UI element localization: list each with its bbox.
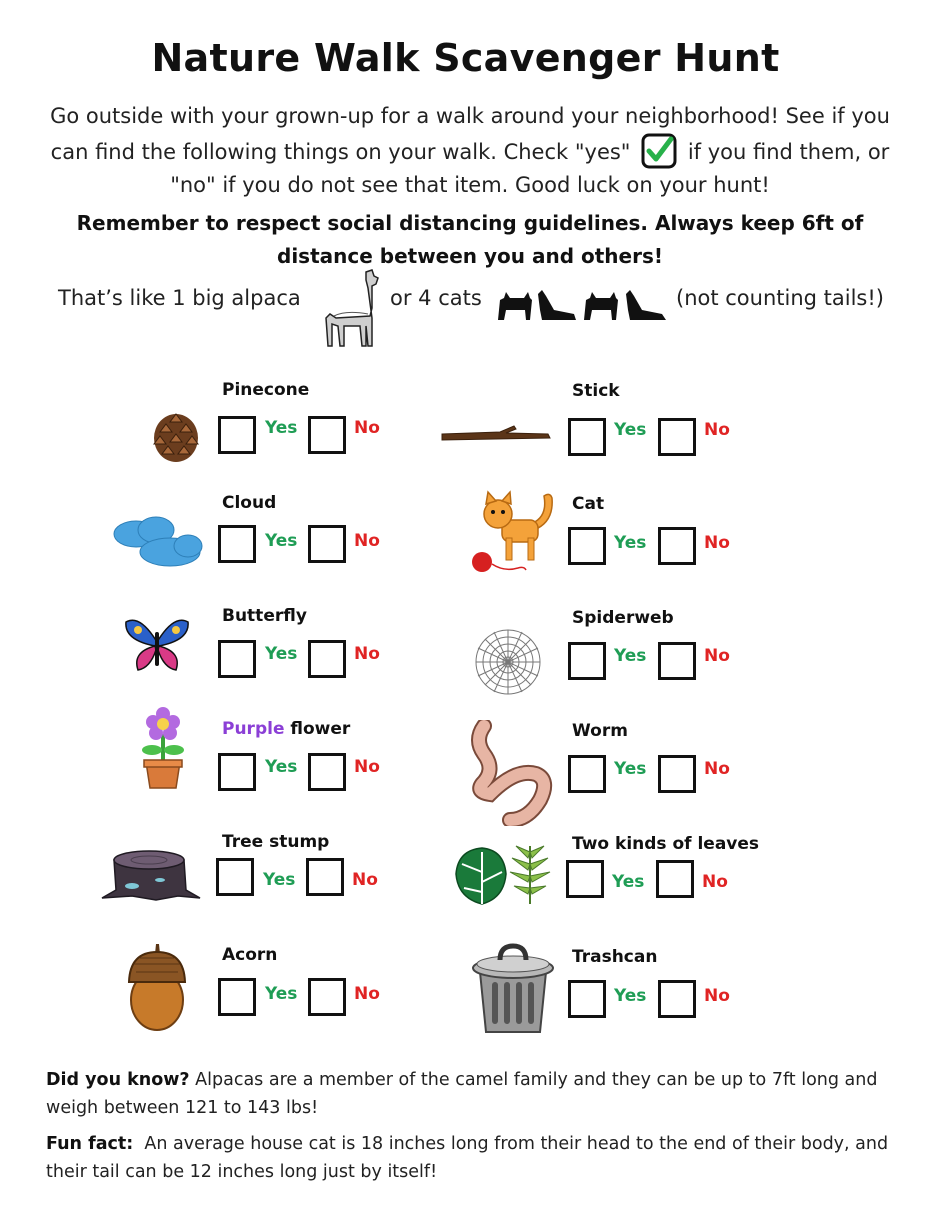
spiderweb-yes-checkbox[interactable] xyxy=(568,642,606,680)
fun-fact xyxy=(46,1130,896,1186)
alpaca-text: That’s like 1 big alpaca xyxy=(58,286,301,310)
distance-comparison xyxy=(0,280,931,350)
item-label-acorn: Acorn xyxy=(222,945,278,965)
no-label: No xyxy=(704,646,730,666)
flower-word: flower xyxy=(290,719,351,739)
no-label: No xyxy=(352,870,378,890)
item-label-tree-stump: Tree stump xyxy=(222,832,330,852)
no-label: No xyxy=(704,759,730,779)
no-label: No xyxy=(704,420,730,440)
item-label-two-kinds-of-leaves: Two kinds of leaves xyxy=(572,834,760,854)
no-label: No xyxy=(354,644,380,664)
stick-no-checkbox[interactable] xyxy=(658,418,696,456)
four-cats-icon xyxy=(494,284,674,324)
fun-fact-heading: Fun fact: xyxy=(46,1134,134,1154)
yes-label: Yes xyxy=(614,986,647,1006)
fun-fact-text: An average house cat is 18 inches long from their head to the end of their body, and their tail can be 12 inches long just by itself! xyxy=(46,1134,889,1182)
butterfly-no-checkbox[interactable] xyxy=(308,640,346,678)
acorn-icon xyxy=(126,942,188,1032)
leaves-icon xyxy=(454,842,554,908)
item-label-stick: Stick xyxy=(572,381,620,401)
cat-no-checkbox[interactable] xyxy=(658,527,696,565)
trashcan-no-checkbox[interactable] xyxy=(658,980,696,1018)
tree-stump-no-checkbox[interactable] xyxy=(306,858,344,896)
spiderweb-icon xyxy=(472,626,544,698)
leaves-yes-checkbox[interactable] xyxy=(566,860,604,898)
intro-paragraph xyxy=(50,100,890,202)
yes-label: Yes xyxy=(265,757,298,777)
item-label-pinecone: Pinecone xyxy=(222,380,310,400)
social-distancing-reminder: Remember to respect social distancing guidelines. Always keep 6ft of distance between you and others! xyxy=(76,211,864,268)
yes-label: Yes xyxy=(614,759,647,779)
page-title: Nature Walk Scavenger Hunt xyxy=(151,36,780,80)
cloud-no-checkbox[interactable] xyxy=(308,525,346,563)
item-label-butterfly: Butterfly xyxy=(222,606,307,626)
purple-word: Purple xyxy=(222,719,285,739)
flower-pot-icon xyxy=(138,706,188,790)
cats-text: or 4 cats xyxy=(390,286,482,310)
did-you-know-fact xyxy=(46,1066,896,1122)
no-label: No xyxy=(704,986,730,1006)
item-label-spiderweb: Spiderweb xyxy=(572,608,674,628)
did-you-know-text: Alpacas are a member of the camel family and they can be up to 7ft long and weigh between 121 to 143 lbs! xyxy=(46,1070,878,1118)
no-label: No xyxy=(354,531,380,551)
cloud-yes-checkbox[interactable] xyxy=(218,525,256,563)
stick-yes-checkbox[interactable] xyxy=(568,418,606,456)
yes-label: Yes xyxy=(265,531,298,551)
trashcan-icon xyxy=(470,942,556,1036)
yes-label: Yes xyxy=(614,533,647,553)
leaves-no-checkbox[interactable] xyxy=(656,860,694,898)
worm-no-checkbox[interactable] xyxy=(658,755,696,793)
cat-with-yarn-icon xyxy=(468,490,558,578)
item-label-cloud: Cloud xyxy=(222,493,277,513)
tails-text: (not counting tails!) xyxy=(676,286,884,310)
item-label-purple-flower xyxy=(222,719,350,739)
pinecone-no-checkbox[interactable] xyxy=(308,416,346,454)
spiderweb-no-checkbox[interactable] xyxy=(658,642,696,680)
no-label: No xyxy=(702,872,728,892)
no-label: No xyxy=(704,533,730,553)
trashcan-yes-checkbox[interactable] xyxy=(568,980,606,1018)
butterfly-icon xyxy=(122,614,192,674)
alpaca-icon xyxy=(316,268,392,348)
tree-stump-yes-checkbox[interactable] xyxy=(216,858,254,896)
acorn-yes-checkbox[interactable] xyxy=(218,978,256,1016)
item-label-worm: Worm xyxy=(572,721,628,741)
did-you-know-heading: Did you know? xyxy=(46,1070,190,1090)
no-label: No xyxy=(354,757,380,777)
pinecone-icon xyxy=(150,406,202,464)
yes-label: Yes xyxy=(265,644,298,664)
yes-label: Yes xyxy=(265,418,298,438)
yes-label: Yes xyxy=(265,984,298,1004)
purple-flower-yes-checkbox[interactable] xyxy=(218,753,256,791)
purple-flower-no-checkbox[interactable] xyxy=(308,753,346,791)
cloud-icon xyxy=(108,512,206,570)
intro-text-1: Go outside with your grown-up for a walk around your neighborhood! See if you can find the following things on your walk. Check "yes" xyxy=(50,104,890,164)
yes-label: Yes xyxy=(614,646,647,666)
worm-yes-checkbox[interactable] xyxy=(568,755,606,793)
cat-yes-checkbox[interactable] xyxy=(568,527,606,565)
yes-label: Yes xyxy=(614,420,647,440)
butterfly-yes-checkbox[interactable] xyxy=(218,640,256,678)
checkmark-box-icon xyxy=(641,133,677,169)
yes-label: Yes xyxy=(263,870,296,890)
no-label: No xyxy=(354,418,380,438)
item-label-trashcan: Trashcan xyxy=(572,947,658,967)
yes-label: Yes xyxy=(612,872,645,892)
acorn-no-checkbox[interactable] xyxy=(308,978,346,1016)
item-label-cat: Cat xyxy=(572,494,605,514)
no-label: No xyxy=(354,984,380,1004)
intro-text-2: if you find them, or "no" if you do not see that item. Good luck on your hunt! xyxy=(170,140,890,197)
pinecone-yes-checkbox[interactable] xyxy=(218,416,256,454)
tree-stump-icon xyxy=(96,846,206,902)
stick-icon xyxy=(440,424,552,448)
worm-icon xyxy=(470,720,554,826)
